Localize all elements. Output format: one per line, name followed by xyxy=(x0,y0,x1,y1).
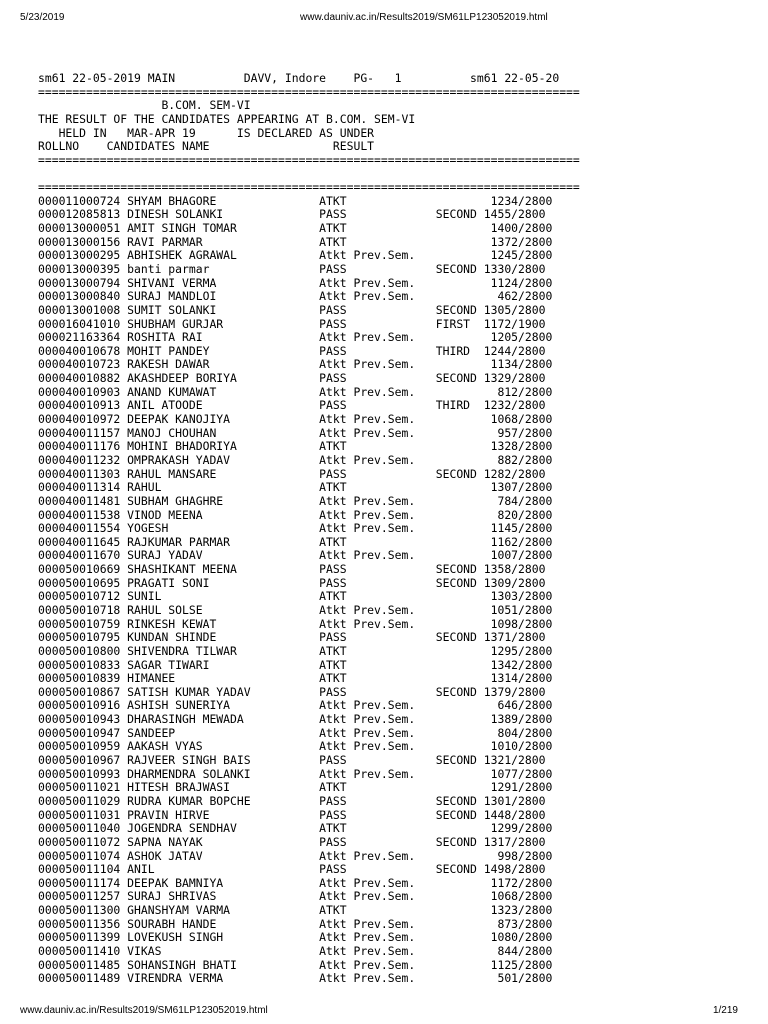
separator-line: =============================================================================== xyxy=(38,85,580,99)
result-record: 000013000156 RAVI PARMAR ATKT 1372/2800 xyxy=(38,235,553,249)
result-record: 000050010759 RINKESH KEWAT Atkt Prev.Sem. 1098/2800 xyxy=(38,617,553,631)
result-record: 000011000724 SHYAM BHAGORE ATKT 1234/2800 xyxy=(38,194,553,208)
result-record: 000050011174 DEEPAK BAMNIYA Atkt Prev.Sem. 1172/2800 xyxy=(38,876,553,890)
result-record: 000050010800 SHIVENDRA TILWAR ATKT 1295/2800 xyxy=(38,644,553,658)
result-record: 000013000395 banti parmar PASS SECOND 1330/2800 xyxy=(38,262,546,276)
result-record: 000050010795 KUNDAN SHINDE PASS SECOND 1371/2800 xyxy=(38,631,546,645)
result-record: 000040010678 MOHIT PANDEY PASS THIRD 1244/2800 xyxy=(38,344,546,358)
result-record: 000050011072 SAPNA NAYAK PASS SECOND 1317/2800 xyxy=(38,835,546,849)
result-record: 000050011399 LOVEKUSH SINGH Atkt Prev.Sem. 1080/2800 xyxy=(38,931,553,945)
result-record: 000050011040 JOGENDRA SENDHAV ATKT 1299/2800 xyxy=(38,822,553,836)
result-record: 000050011031 PRAVIN HIRVE PASS SECOND 1448/2800 xyxy=(38,808,546,822)
print-footer-url: www.dauniv.ac.in/Results2019/SM61LP123052019.html xyxy=(20,1005,268,1016)
result-record: 000013000051 AMIT SINGH TOMAR ATKT 1400/2800 xyxy=(38,222,553,236)
result-record: 000050010993 DHARMENDRA SOLANKI Atkt Prev.Sem. 1077/2800 xyxy=(38,767,553,781)
result-record: 000040010903 ANAND KUMAWAT Atkt Prev.Sem. 812/2800 xyxy=(38,385,553,399)
result-record: 000050011021 HITESH BRAJWASI ATKT 1291/2800 xyxy=(38,781,553,795)
result-record: 000050010943 DHARASINGH MEWADA Atkt Prev.Sem. 1389/2800 xyxy=(38,713,553,727)
result-record: 000050011300 GHANSHYAM VARMA ATKT 1323/2800 xyxy=(38,904,553,918)
result-record: 000013000794 SHIVANI VERMA Atkt Prev.Sem. 1124/2800 xyxy=(38,276,553,290)
result-record: 000040011176 MOHINI BHADORIYA ATKT 1328/2800 xyxy=(38,440,553,454)
result-record: 000013001008 SUMIT SOLANKI PASS SECOND 1305/2800 xyxy=(38,303,546,317)
result-statement: THE RESULT OF THE CANDIDATES APPEARING AT B.COM. SEM-VI xyxy=(38,112,416,126)
result-record: 000050011104 ANIL PASS SECOND 1498/2800 xyxy=(38,863,546,877)
result-record: 000050010967 RAJVEER SINGH BAIS PASS SECOND 1321/2800 xyxy=(38,754,546,768)
result-record: 000040011232 OMPRAKASH YADAV Atkt Prev.Sem. 882/2800 xyxy=(38,453,553,467)
result-record: 000040010723 RAKESH DAWAR Atkt Prev.Sem. 1134/2800 xyxy=(38,358,553,372)
result-record: 000040010913 ANIL ATOODE PASS THIRD 1232/2800 xyxy=(38,399,546,413)
result-record: 000050011410 VIKAS Atkt Prev.Sem. 844/2800 xyxy=(38,945,553,958)
result-record: 000012085813 DINESH SOLANKI PASS SECOND 1455/2800 xyxy=(38,208,546,222)
blank-line xyxy=(38,167,580,181)
report-top-line: sm61 22-05-2019 MAIN DAVV, Indore PG- 1 sm61 22-05-20 xyxy=(38,72,560,85)
result-record: 000013000295 ABHISHEK AGRAWAL Atkt Prev.Sem. 1245/2800 xyxy=(38,249,553,263)
separator-line: =============================================================================== xyxy=(38,181,580,195)
result-record: 000040011670 SURAJ YADAV Atkt Prev.Sem. 1007/2800 xyxy=(38,549,553,563)
result-record: 000050011485 SOHANSINGH BHATI Atkt Prev.Sem. 1125/2800 xyxy=(38,958,553,972)
result-record: 000050010712 SUNIL ATKT 1303/2800 xyxy=(38,590,553,604)
result-record: 000040011645 RAJKUMAR PARMAR ATKT 1162/2800 xyxy=(38,535,553,549)
result-record: 000040011314 RAHUL ATKT 1307/2800 xyxy=(38,481,553,495)
result-record: 000050010669 SHASHIKANT MEENA PASS SECOND 1358/2800 xyxy=(38,563,546,577)
result-record: 000050011029 RUDRA KUMAR BOPCHE PASS SECOND 1301/2800 xyxy=(38,794,546,808)
result-record: 000050011356 SOURABH HANDE Atkt Prev.Sem. 873/2800 xyxy=(38,917,553,931)
column-headings: ROLLNO CANDIDATES NAME RESULT xyxy=(38,140,375,154)
result-record: 000016041010 SHUBHAM GURJAR PASS FIRST 1172/1900 xyxy=(38,317,546,331)
print-date: 5/23/2019 xyxy=(20,12,65,23)
result-record: 000050011489 VIRENDRA VERMA Atkt Prev.Sem. 501/2800 xyxy=(38,972,553,986)
result-record: 000040011481 SUBHAM GHAGHRE Atkt Prev.Sem. 784/2800 xyxy=(38,494,553,508)
result-record: 000040010882 AKASHDEEP BORIYA PASS SECOND 1329/2800 xyxy=(38,372,546,386)
result-record: 000050010959 AAKASH VYAS Atkt Prev.Sem. 1010/2800 xyxy=(38,740,553,754)
result-record: 000050010833 SAGAR TIWARI ATKT 1342/2800 xyxy=(38,658,553,672)
result-record: 000040011157 MANOJ CHOUHAN Atkt Prev.Sem. 957/2800 xyxy=(38,426,553,440)
result-records xyxy=(38,195,580,986)
result-record: 000050010867 SATISH KUMAR YADAV PASS SECOND 1379/2800 xyxy=(38,685,546,699)
separator-line: =============================================================================== xyxy=(38,153,580,167)
print-page-number: 1/219 xyxy=(712,1005,738,1016)
result-report xyxy=(38,72,580,986)
result-record: 000050010718 RAHUL SOLSE Atkt Prev.Sem. 1051/2800 xyxy=(38,603,553,617)
result-record: 000040011554 YOGESH Atkt Prev.Sem. 1145/2800 xyxy=(38,522,553,536)
result-record: 000050010839 HIMANEE ATKT 1314/2800 xyxy=(38,672,553,686)
result-record: 000050010916 ASHISH SUNERIYA Atkt Prev.Sem. 646/2800 xyxy=(38,699,553,713)
result-record: 000050011074 ASHOK JATAV Atkt Prev.Sem. 998/2800 xyxy=(38,849,553,863)
held-line: HELD IN MAR-APR 19 IS DECLARED AS UNDER xyxy=(38,126,375,140)
result-record: 000040011538 VINOD MEENA Atkt Prev.Sem. 820/2800 xyxy=(38,508,553,522)
course-title: B.COM. SEM-VI xyxy=(38,99,251,113)
result-record: 000013000840 SURAJ MANDLOI Atkt Prev.Sem. 462/2800 xyxy=(38,290,553,304)
result-record: 000050011257 SURAJ SHRIVAS Atkt Prev.Sem. 1068/2800 xyxy=(38,890,553,904)
result-record: 000040010972 DEEPAK KANOJIYA Atkt Prev.Sem. 1068/2800 xyxy=(38,413,553,427)
result-record: 000021163364 ROSHITA RAI Atkt Prev.Sem. 1205/2800 xyxy=(38,331,553,345)
print-header-url: www.dauniv.ac.in/Results2019/SM61LP123052019.html xyxy=(300,12,548,23)
result-record: 000040011303 RAHUL MANSARE PASS SECOND 1282/2800 xyxy=(38,467,546,481)
result-record: 000050010947 SANDEEP Atkt Prev.Sem. 804/2800 xyxy=(38,726,553,740)
result-record: 000050010695 PRAGATI SONI PASS SECOND 1309/2800 xyxy=(38,576,546,590)
